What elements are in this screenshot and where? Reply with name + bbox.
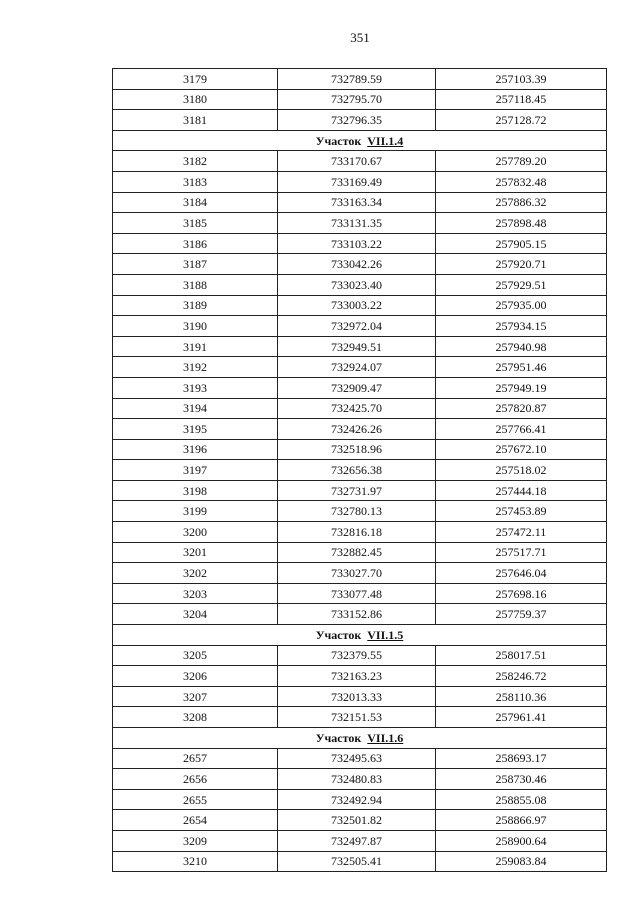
point-number-cell: 2655 [113,789,278,810]
point-number-cell: 2656 [113,769,278,790]
table-row [113,69,607,90]
section-code: VII.1.5 [367,627,404,642]
point-number-cell: 3180 [113,89,278,110]
point-number-cell: 3202 [113,563,278,584]
table-row [113,171,607,192]
y-coordinate-cell: 257832.48 [436,171,607,192]
point-number-cell: 3206 [113,666,278,687]
y-coordinate-cell: 257766.41 [436,419,607,440]
y-coordinate-cell: 257929.51 [436,274,607,295]
point-number-cell: 3179 [113,69,278,90]
point-number-cell: 2654 [113,810,278,831]
x-coordinate-cell: 732492.94 [278,789,436,810]
table-row [113,542,607,563]
x-coordinate-cell: 732426.26 [278,419,436,440]
y-coordinate-cell: 257934.15 [436,316,607,337]
x-coordinate-cell: 732518.96 [278,439,436,460]
section-header-cell [113,625,607,646]
x-coordinate-cell: 732480.83 [278,769,436,790]
section-prefix: Участок [315,627,362,642]
point-number-cell: 3189 [113,295,278,316]
table-row [113,336,607,357]
table-row [113,645,607,666]
y-coordinate-cell: 258017.51 [436,645,607,666]
y-coordinate-cell: 257698.16 [436,583,607,604]
x-coordinate-cell: 732505.41 [278,851,436,872]
y-coordinate-cell: 258855.08 [436,789,607,810]
x-coordinate-cell: 732151.53 [278,707,436,728]
section-header-cell [113,728,607,749]
y-coordinate-cell: 258693.17 [436,748,607,769]
y-coordinate-cell: 257898.48 [436,213,607,234]
y-coordinate-cell: 257935.00 [436,295,607,316]
y-coordinate-cell: 257759.37 [436,604,607,625]
y-coordinate-cell: 257789.20 [436,151,607,172]
table-row [113,357,607,378]
point-number-cell: 3194 [113,398,278,419]
y-coordinate-cell: 257103.39 [436,69,607,90]
table-row [113,583,607,604]
x-coordinate-cell: 733023.40 [278,274,436,295]
x-coordinate-cell: 732501.82 [278,810,436,831]
table-row [113,419,607,440]
point-number-cell: 3204 [113,604,278,625]
y-coordinate-cell: 257646.04 [436,563,607,584]
point-number-cell: 3199 [113,501,278,522]
point-number-cell: 3187 [113,254,278,275]
section-header-row [113,728,607,749]
x-coordinate-cell: 732789.59 [278,69,436,90]
table-row [113,604,607,625]
table-row [113,563,607,584]
x-coordinate-cell: 733077.48 [278,583,436,604]
y-coordinate-cell: 257949.19 [436,377,607,398]
x-coordinate-cell: 732909.47 [278,377,436,398]
table-row [113,480,607,501]
section-code: VII.1.6 [367,730,404,745]
y-coordinate-cell: 257128.72 [436,110,607,131]
table-row [113,151,607,172]
y-coordinate-cell: 257453.89 [436,501,607,522]
point-number-cell: 3191 [113,336,278,357]
x-coordinate-cell: 732495.63 [278,748,436,769]
point-number-cell: 3208 [113,707,278,728]
y-coordinate-cell: 257820.87 [436,398,607,419]
x-coordinate-cell: 733152.86 [278,604,436,625]
table-row [113,748,607,769]
y-coordinate-cell: 257920.71 [436,254,607,275]
y-coordinate-cell: 257940.98 [436,336,607,357]
point-number-cell: 3205 [113,645,278,666]
y-coordinate-cell: 257444.18 [436,480,607,501]
x-coordinate-cell: 732816.18 [278,522,436,543]
x-coordinate-cell: 732924.07 [278,357,436,378]
point-number-cell: 3195 [113,419,278,440]
x-coordinate-cell: 733027.70 [278,563,436,584]
table-row [113,810,607,831]
x-coordinate-cell: 732163.23 [278,666,436,687]
point-number-cell: 3207 [113,686,278,707]
point-number-cell: 3188 [113,274,278,295]
table-row [113,789,607,810]
point-number-cell: 3197 [113,460,278,481]
point-number-cell: 3186 [113,233,278,254]
y-coordinate-cell: 258110.36 [436,686,607,707]
x-coordinate-cell: 732656.38 [278,460,436,481]
table-row [113,295,607,316]
table-row [113,686,607,707]
y-coordinate-cell: 259083.84 [436,851,607,872]
x-coordinate-cell: 733003.22 [278,295,436,316]
point-number-cell: 3184 [113,192,278,213]
x-coordinate-cell: 733103.22 [278,233,436,254]
coordinates-table-body [113,69,607,872]
x-coordinate-cell: 733169.49 [278,171,436,192]
table-row [113,89,607,110]
y-coordinate-cell: 257118.45 [436,89,607,110]
x-coordinate-cell: 732425.70 [278,398,436,419]
point-number-cell: 2657 [113,748,278,769]
point-number-cell: 3198 [113,480,278,501]
y-coordinate-cell: 258900.64 [436,830,607,851]
x-coordinate-cell: 733042.26 [278,254,436,275]
x-coordinate-cell: 732013.33 [278,686,436,707]
x-coordinate-cell: 732949.51 [278,336,436,357]
table-row [113,666,607,687]
table-row [113,501,607,522]
y-coordinate-cell: 257517.71 [436,542,607,563]
y-coordinate-cell: 257886.32 [436,192,607,213]
table-row [113,274,607,295]
coordinates-table [112,68,607,872]
y-coordinate-cell: 257472.11 [436,522,607,543]
table-row [113,110,607,131]
y-coordinate-cell: 257672.10 [436,439,607,460]
y-coordinate-cell: 258730.46 [436,769,607,790]
table-row [113,851,607,872]
section-prefix: Участок [315,133,362,148]
x-coordinate-cell: 732972.04 [278,316,436,337]
table-row [113,522,607,543]
table-row [113,254,607,275]
x-coordinate-cell: 732796.35 [278,110,436,131]
y-coordinate-cell: 257905.15 [436,233,607,254]
x-coordinate-cell: 732795.70 [278,89,436,110]
table-row [113,377,607,398]
table-row [113,213,607,234]
point-number-cell: 3181 [113,110,278,131]
point-number-cell: 3201 [113,542,278,563]
table-row [113,439,607,460]
table-row [113,769,607,790]
x-coordinate-cell: 733163.34 [278,192,436,213]
x-coordinate-cell: 732379.55 [278,645,436,666]
section-header-row [113,130,607,151]
section-header-row [113,625,607,646]
point-number-cell: 3185 [113,213,278,234]
point-number-cell: 3196 [113,439,278,460]
section-prefix: Участок [315,730,362,745]
point-number-cell: 3203 [113,583,278,604]
page-number: 351 [350,30,370,45]
y-coordinate-cell: 258246.72 [436,666,607,687]
point-number-cell: 3200 [113,522,278,543]
point-number-cell: 3193 [113,377,278,398]
y-coordinate-cell: 257951.46 [436,357,607,378]
x-coordinate-cell: 732780.13 [278,501,436,522]
x-coordinate-cell: 733170.67 [278,151,436,172]
point-number-cell: 3210 [113,851,278,872]
x-coordinate-cell: 732497.87 [278,830,436,851]
y-coordinate-cell: 257518.02 [436,460,607,481]
point-number-cell: 3209 [113,830,278,851]
section-code: VII.1.4 [367,133,404,148]
table-row [113,316,607,337]
table-row [113,707,607,728]
table-row [113,233,607,254]
point-number-cell: 3192 [113,357,278,378]
x-coordinate-cell: 732731.97 [278,480,436,501]
section-header-cell [113,130,607,151]
table-row [113,460,607,481]
table-row [113,192,607,213]
table-row [113,398,607,419]
table-row [113,830,607,851]
point-number-cell: 3183 [113,171,278,192]
point-number-cell: 3190 [113,316,278,337]
x-coordinate-cell: 732882.45 [278,542,436,563]
point-number-cell: 3182 [113,151,278,172]
x-coordinate-cell: 733131.35 [278,213,436,234]
y-coordinate-cell: 257961.41 [436,707,607,728]
y-coordinate-cell: 258866.97 [436,810,607,831]
